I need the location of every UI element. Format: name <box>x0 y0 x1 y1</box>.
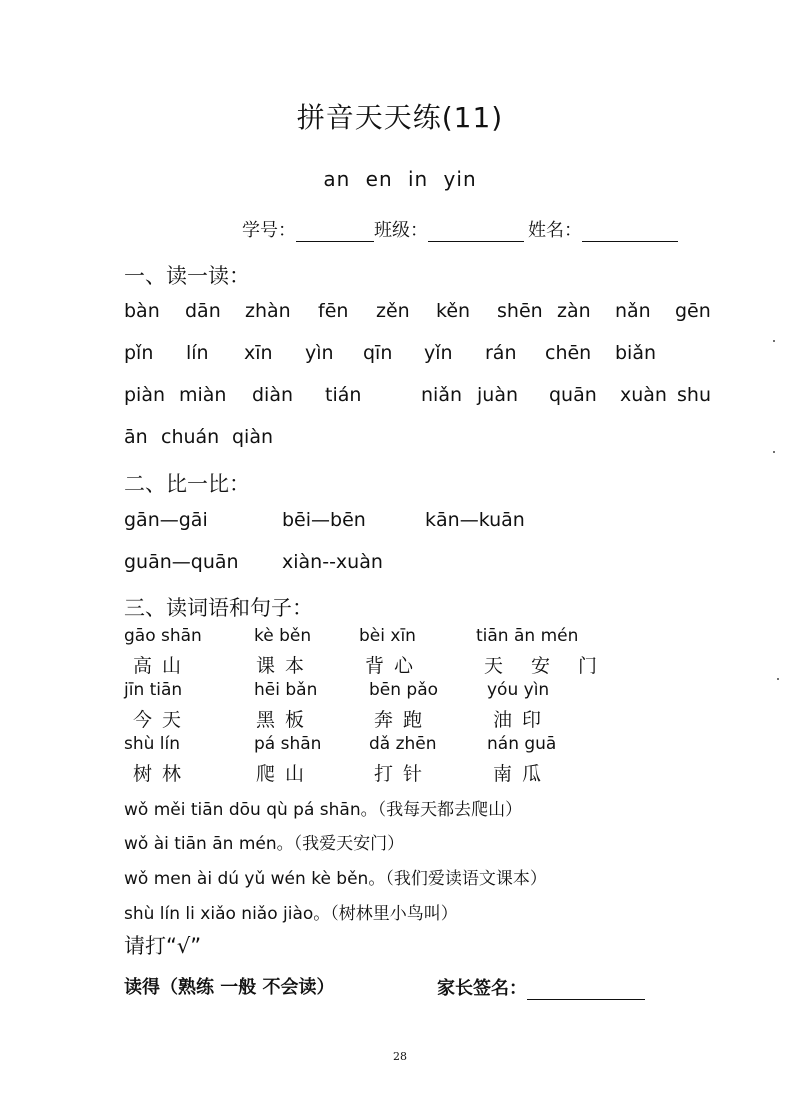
word-pinyin: pá shān <box>254 734 322 754</box>
pinyin-item: ān <box>124 426 148 448</box>
pinyin-item: xīn <box>244 342 273 364</box>
word-pinyin: tiān ān mén <box>476 626 579 646</box>
word-hanzi: 高山 <box>133 655 192 677</box>
word-pinyin: yóu yìn <box>487 680 550 700</box>
pinyin-item: juàn <box>477 384 519 406</box>
word-pinyin: shù lín <box>124 734 181 754</box>
pinyin-item: kěn <box>436 300 471 322</box>
pinyin-item: nǎn <box>615 300 651 322</box>
pinyin-item: shu <box>677 384 711 406</box>
word-hanzi: 天安门 <box>484 655 626 677</box>
pinyin-item: zěn <box>376 300 410 322</box>
class-blank[interactable] <box>428 221 524 242</box>
word-hanzi: 背心 <box>365 655 424 677</box>
compare-pair: guān—quān <box>124 551 239 573</box>
word-pinyin: bèi xīn <box>359 626 416 646</box>
word-pinyin: kè běn <box>254 626 312 646</box>
compare-pair: kān—kuān <box>425 509 525 531</box>
pinyin-item: niǎn <box>421 384 463 406</box>
info-line <box>242 216 678 242</box>
word-pinyin: bēn pǎo <box>369 680 439 700</box>
reading-level-label: 读得（熟练 一般 不会读） <box>124 977 335 998</box>
word-hanzi: 今天 <box>133 709 192 731</box>
page-title: 拼音天天练(11) <box>296 101 504 134</box>
pinyin-item: bàn <box>124 300 160 322</box>
word-hanzi: 南瓜 <box>493 763 552 785</box>
pinyin-item: yìn <box>305 342 334 364</box>
pinyin-item: shēn <box>497 300 543 322</box>
pinyin-item: qīn <box>363 342 393 364</box>
pinyin-item: biǎn <box>615 342 657 364</box>
compare-pair: xiàn--xuàn <box>282 551 383 573</box>
compare-pair: bēi—bēn <box>282 509 366 531</box>
class-label: 班级： <box>374 220 428 241</box>
pinyin-item: rán <box>485 342 517 364</box>
word-pinyin: nán guā <box>487 734 557 754</box>
page-subtitle: an en in yin <box>323 167 477 191</box>
pinyin-item: miàn <box>179 384 227 406</box>
word-pinyin: dǎ zhēn <box>369 734 437 754</box>
sentence: wǒ měi tiān dōu qù pá shān。（我每天都去爬山） <box>124 800 523 820</box>
pinyin-item: diàn <box>252 384 294 406</box>
section3-heading: 三、读词语和句子： <box>124 596 313 620</box>
section1-heading: 一、读一读： <box>124 264 250 288</box>
pinyin-item: quān <box>549 384 597 406</box>
word-hanzi: 打针 <box>374 763 433 785</box>
word-hanzi: 树林 <box>133 763 192 785</box>
pinyin-item: dān <box>185 300 221 322</box>
pinyin-item: xuàn <box>620 384 667 406</box>
word-hanzi: 奔跑 <box>374 709 433 731</box>
pinyin-item: chuán <box>161 426 220 448</box>
parent-signature-line <box>437 974 645 1000</box>
pinyin-item: lín <box>186 342 209 364</box>
word-hanzi: 爬山 <box>256 763 315 785</box>
pinyin-item: gēn <box>675 300 711 322</box>
word-pinyin: gāo shān <box>124 626 202 646</box>
pinyin-item: chēn <box>545 342 592 364</box>
sentence: wǒ men ài dú yǔ wén kè běn。（我们爱读语文课本） <box>124 869 547 889</box>
pinyin-item: piàn <box>124 384 166 406</box>
pinyin-item: tián <box>325 384 362 406</box>
sentence: shù lín li xiǎo niǎo jiào。（树林里小鸟叫） <box>124 904 458 924</box>
word-hanzi: 课本 <box>256 655 315 677</box>
scan-speck <box>773 340 775 342</box>
student-no-blank[interactable] <box>296 221 374 242</box>
name-blank[interactable] <box>582 221 678 242</box>
pinyin-item: yǐn <box>424 342 453 364</box>
scan-speck <box>777 678 779 680</box>
name-label: 姓名： <box>528 220 582 241</box>
pinyin-item: qiàn <box>232 426 274 448</box>
pinyin-item: zhàn <box>245 300 291 322</box>
parent-signature-blank[interactable] <box>527 979 645 1000</box>
word-hanzi: 油印 <box>493 709 552 731</box>
pinyin-item: zàn <box>557 300 591 322</box>
pinyin-item: fēn <box>318 300 349 322</box>
word-pinyin: jīn tiān <box>124 680 183 700</box>
compare-pair: gān—gāi <box>124 509 208 531</box>
word-hanzi: 黑板 <box>256 709 315 731</box>
sentence: wǒ ài tiān ān mén。（我爱天安门） <box>124 834 405 854</box>
check-prompt: 请打“√” <box>124 934 202 958</box>
section2-heading: 二、比一比： <box>124 472 250 496</box>
student-no-label: 学号： <box>242 220 296 241</box>
parent-signature-label: 家长签名： <box>437 978 527 999</box>
scan-speck <box>773 451 775 453</box>
pinyin-item: pǐn <box>124 342 154 364</box>
page-number: 28 <box>393 1050 407 1063</box>
word-pinyin: hēi bǎn <box>254 680 318 700</box>
